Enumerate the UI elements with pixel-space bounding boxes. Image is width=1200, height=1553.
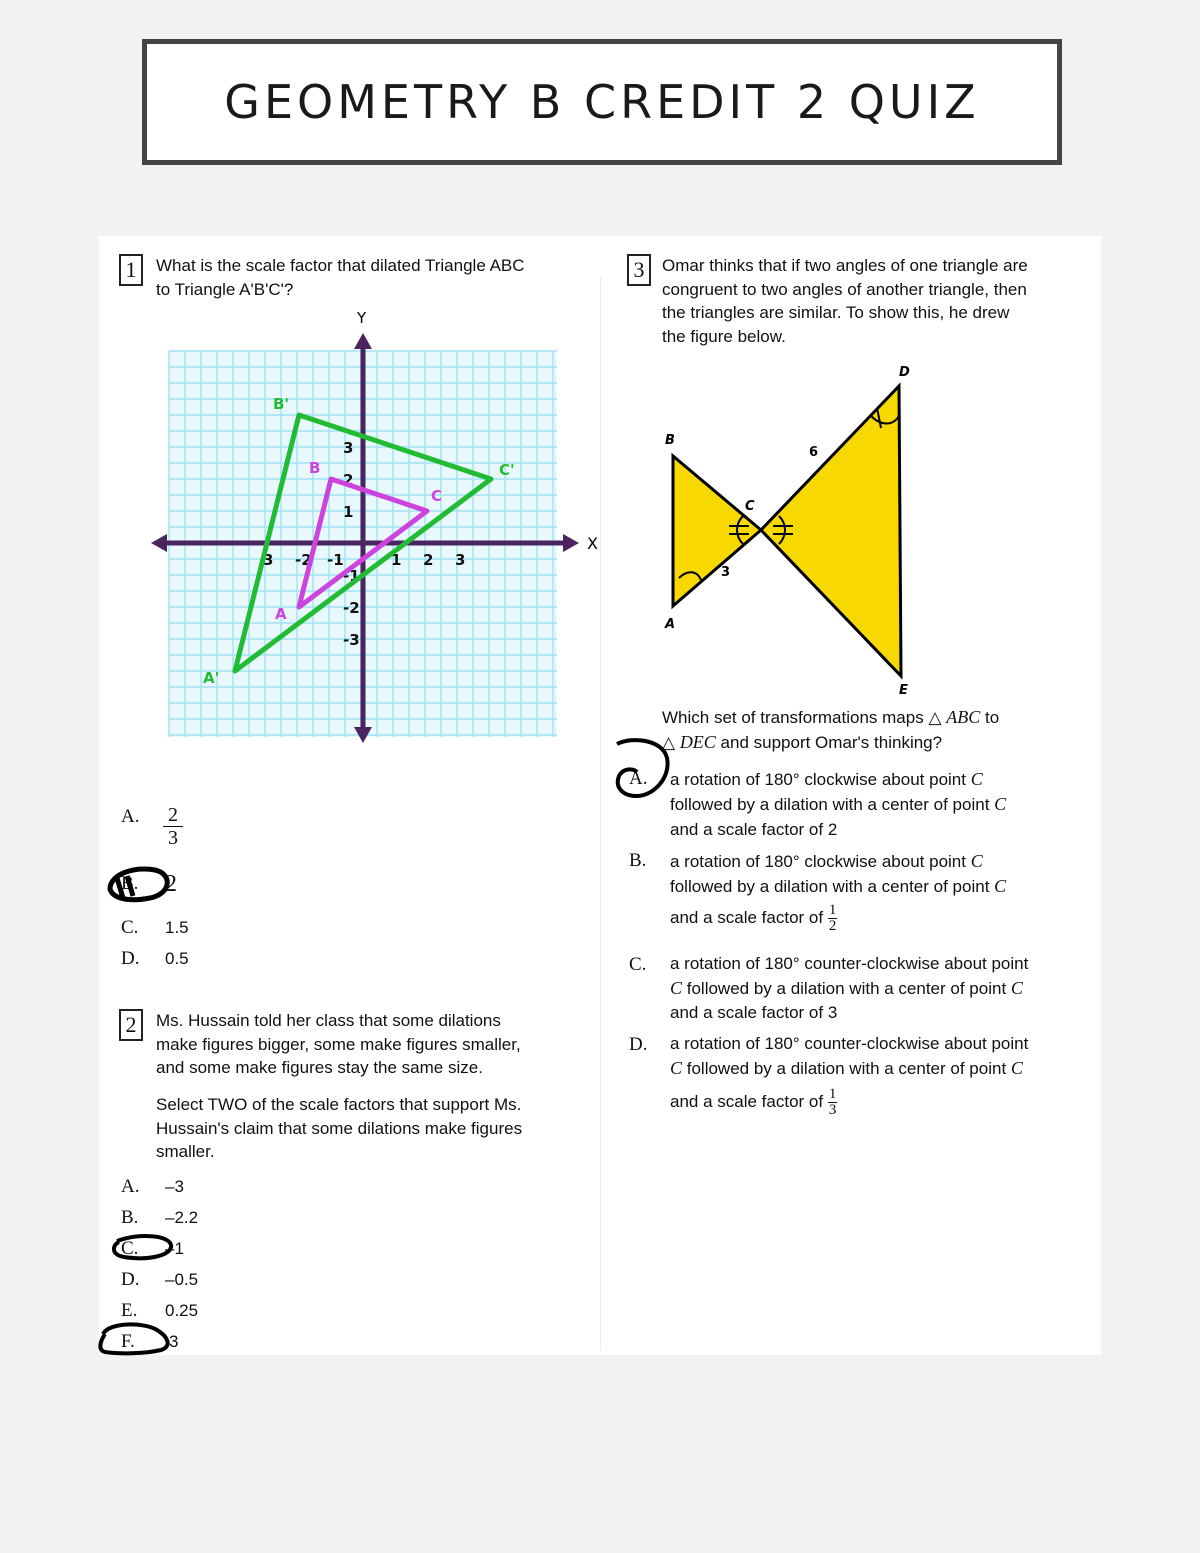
q3-option-a-point1: C: [970, 769, 983, 789]
q2-option-b-value[interactable]: –2.2: [165, 1208, 199, 1227]
y-axis-label: Y: [357, 309, 367, 327]
q3-option-d-frac-num: 1: [828, 1086, 837, 1102]
q3-option-b-frac-den: 2: [828, 918, 837, 934]
triangle-a-prime-b-prime-c-prime-vertex-label: C': [499, 461, 515, 479]
q3-option-b-letter: B.: [629, 850, 647, 871]
question-3-line-1: Omar thinks that if two angles of one triangle are: [662, 256, 1028, 275]
q3-prompt-triangle-2: DEC: [679, 732, 716, 752]
x-tick-label: -2: [295, 551, 312, 569]
question-3-line-2: congruent to two angles of another triangle, then: [662, 279, 1027, 299]
x-axis-label: X: [587, 534, 598, 553]
q3-option-b-fraction: [828, 903, 838, 934]
question-2-prompt-line-2: Hussain's claim that some dilations make figures: [156, 1118, 523, 1138]
question-2-line-1: Ms. Hussain told her class that some dilations: [156, 1011, 501, 1030]
triangle-symbol-1: △: [928, 708, 942, 727]
question-2-prompt-line-3: smaller.: [156, 1142, 215, 1161]
q3-bowtie-figure: [649, 356, 949, 696]
question-2-line-3: and some make figures stay the same size.: [156, 1058, 483, 1077]
q3-prompt-part2: and support Omar's thinking?: [720, 733, 943, 752]
q2-option-c-handwritten-circle: [109, 1233, 179, 1265]
y-tick-label: -3: [343, 631, 360, 649]
q2-option-d-letter: D.: [121, 1269, 140, 1290]
question-3-line-3: the triangles are similar. To show this, he drew: [662, 303, 1010, 322]
q2-option-f-handwritten-circle: [99, 1322, 179, 1356]
label-b: B: [665, 433, 675, 448]
side-label-bc: 3: [721, 565, 731, 580]
q2-option-b-letter: B.: [121, 1207, 139, 1228]
x-tick-label: 1: [391, 551, 402, 569]
question-3-text: [662, 254, 1092, 348]
q3-option-b-line2: followed by a dilation with a center of point: [670, 877, 990, 896]
q1-option-d-value[interactable]: 0.5: [165, 949, 189, 968]
q3-option-c-point2: C: [1010, 978, 1023, 998]
triangle-a-prime-b-prime-c-prime-vertex-label: B': [273, 395, 290, 413]
q3-option-a-point2: C: [994, 794, 1007, 814]
q3-prompt-to: to: [985, 708, 1000, 727]
q1-option-a-numerator: 2: [163, 804, 183, 827]
q3-option-c-line2: followed by a dilation with a center of point: [686, 979, 1007, 998]
q3-option-b-frac-num: 1: [828, 902, 837, 918]
q3-option-b-line3: and a scale factor of: [670, 907, 824, 927]
label-e: E: [899, 683, 908, 698]
question-2-number: 2: [119, 1009, 143, 1041]
q3-prompt-part1: Which set of transformations maps: [662, 708, 924, 727]
q3-option-a-line1: a rotation of 180° clockwise about point: [670, 770, 966, 789]
q3-option-a-letter: A.: [629, 768, 648, 789]
q3-option-c-letter: C.: [629, 954, 647, 975]
q2-option-c-value[interactable]: –1: [165, 1239, 184, 1258]
q3-option-b-point2: C: [994, 876, 1007, 896]
q2-option-e-value[interactable]: 0.25: [165, 1301, 199, 1320]
q1-option-b-handwritten-circle: [105, 864, 175, 904]
q1-option-a-letter: A.: [121, 806, 140, 827]
triangle-abc-vertex-label: C: [431, 487, 443, 505]
question-2-prompt-line-1: Select TWO of the scale factors that support Ms.: [156, 1095, 522, 1114]
question-1-text: [156, 254, 596, 301]
triangle-dec: [761, 386, 901, 676]
q3-option-a-text[interactable]: [670, 767, 1095, 842]
q3-option-d-point2: C: [1010, 1058, 1023, 1078]
q1-option-a-fraction[interactable]: [163, 804, 183, 849]
triangle-abc-vertex-label: A: [275, 605, 287, 623]
q3-option-a-line3: and a scale factor of 2: [670, 820, 838, 839]
triangle-abc: [673, 456, 761, 606]
q3-option-b-point1: C: [970, 851, 983, 871]
q3-option-d-fraction: [828, 1087, 838, 1118]
q3-option-c-line3: and a scale factor of 3: [670, 1003, 838, 1022]
q1-coordinate-graph: [159, 309, 599, 761]
question-2-line-2: make figures bigger, some make figures smaller,: [156, 1034, 521, 1054]
q2-option-c-letter: C.: [121, 1238, 139, 1259]
q3-option-d-frac-den: 3: [828, 1102, 837, 1118]
x-tick-label: 3: [263, 551, 274, 569]
column-divider: [600, 276, 601, 1351]
q3-option-c-point-line2: C: [670, 978, 683, 998]
question-1-number: 1: [119, 254, 143, 286]
x-axis-arrow-right: [563, 534, 579, 552]
q1-option-b-letter: B.: [121, 873, 139, 894]
label-a: A: [665, 617, 676, 632]
q3-option-b-line1: a rotation of 180° clockwise about point: [670, 852, 966, 871]
y-tick-label: 3: [343, 439, 354, 457]
y-tick-label: -2: [343, 599, 360, 617]
q3-option-b-text[interactable]: [670, 849, 1095, 934]
q3-option-d-point-line2: C: [670, 1058, 683, 1078]
q1-option-c-letter: C.: [121, 917, 139, 938]
q3-option-d-line1: a rotation of 180° counter-clockwise about point: [670, 1034, 1029, 1053]
q3-option-d-line2: followed by a dilation with a center of point: [686, 1059, 1007, 1078]
question-3-line-4: the figure below.: [662, 326, 786, 346]
q1-option-a-denominator: 3: [168, 827, 178, 849]
q1-option-b-value[interactable]: 2: [165, 871, 177, 897]
page-title: GEOMETRY B CREDIT 2 QUIZ: [224, 75, 980, 129]
label-c: C: [745, 499, 755, 514]
x-axis-arrow-left: [151, 534, 167, 552]
q3-option-c-text[interactable]: [670, 952, 1095, 1025]
q2-option-e-letter: E.: [121, 1300, 138, 1321]
q3-option-d-letter: D.: [629, 1034, 648, 1055]
y-tick-label: 1: [343, 503, 354, 521]
y-tick-label: 2: [343, 471, 354, 489]
question-3-number: 3: [627, 254, 651, 286]
q2-option-f-letter: F.: [121, 1331, 135, 1352]
question-2-prompt: [156, 1093, 596, 1164]
q2-option-d-value[interactable]: –0.5: [165, 1270, 199, 1289]
worksheet: [99, 236, 1101, 1355]
title-box: [142, 39, 1062, 165]
q1-option-d-letter: D.: [121, 948, 140, 969]
q2-option-a-letter: A.: [121, 1176, 140, 1197]
q3-option-d-text[interactable]: [670, 1032, 1095, 1118]
y-axis-arrow-up: [354, 333, 372, 349]
label-d: D: [899, 365, 910, 380]
q3-option-a-line2: followed by a dilation with a center of point: [670, 795, 990, 814]
triangle-a-prime-b-prime-c-prime-vertex-label: A': [203, 669, 220, 687]
side-label-dc: 6: [809, 445, 819, 460]
q3-option-d-line3: and a scale factor of: [670, 1091, 824, 1111]
question-2-text: [156, 1009, 596, 1080]
x-tick-label: -1: [327, 551, 344, 569]
question-3-prompt: [662, 705, 1092, 755]
question-1-line-2: to Triangle A'B'C'?: [156, 279, 294, 299]
q3-prompt-triangle-1: ABC: [946, 707, 981, 727]
x-tick-label: 3: [455, 551, 466, 569]
q1-option-c-value[interactable]: 1.5: [165, 918, 189, 937]
triangle-abc-vertex-label: B: [309, 459, 321, 477]
x-tick-label: 2: [423, 551, 434, 569]
question-1-line-1: What is the scale factor that dilated Triangle ABC: [156, 256, 525, 275]
q3-option-c-line1: a rotation of 180° counter-clockwise about point: [670, 954, 1029, 973]
q2-option-f-value[interactable]: 3: [169, 1332, 179, 1351]
y-tick-label: -1: [343, 567, 360, 585]
q2-option-a-value[interactable]: –3: [165, 1177, 184, 1196]
triangle-symbol-2: △: [662, 733, 676, 752]
